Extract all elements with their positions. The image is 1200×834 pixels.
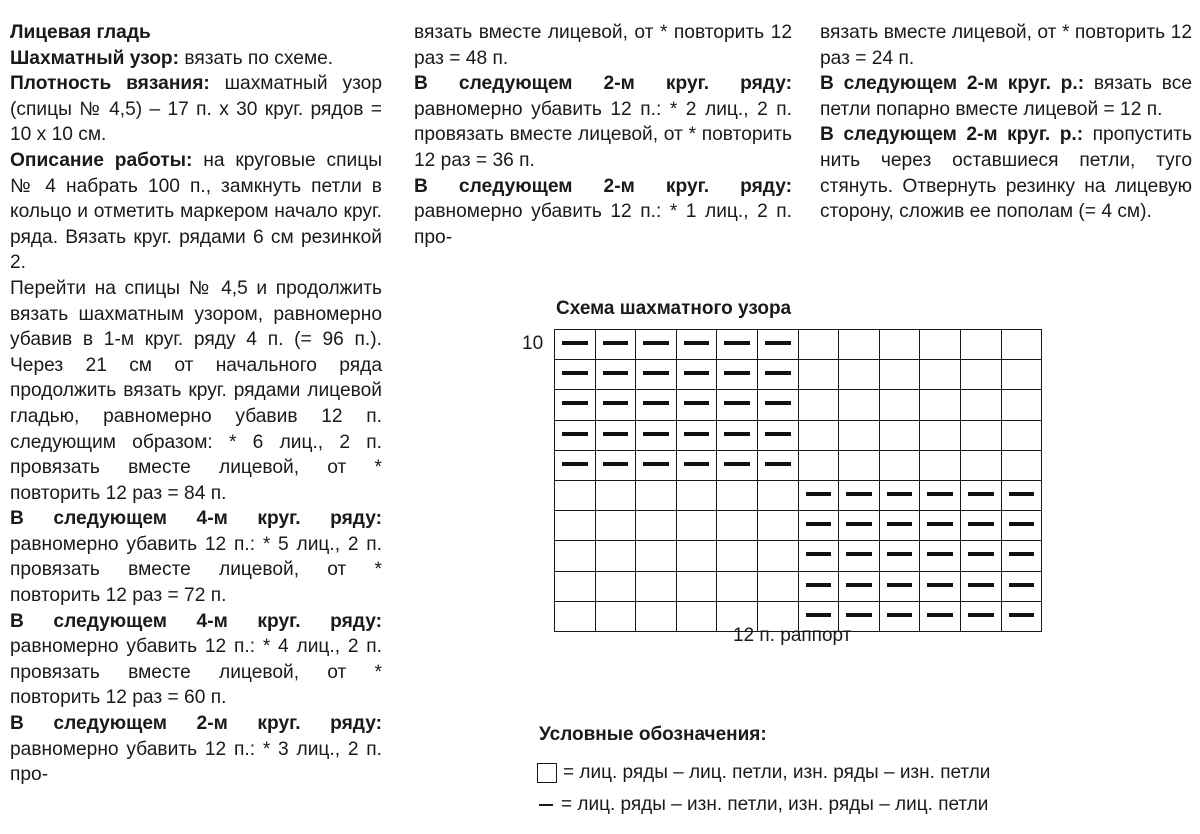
purl-dash-icon xyxy=(765,371,791,375)
purl-dash-icon xyxy=(968,583,994,587)
decrease-step-3-label: В следующем 2-м круг. ряду: xyxy=(10,713,382,735)
chart-cell xyxy=(716,571,758,602)
chart-cell xyxy=(960,359,1002,390)
purl-dash-icon xyxy=(562,462,588,466)
chart-cell xyxy=(960,480,1002,511)
chart-cell xyxy=(554,571,596,602)
decrease-step-2-label: В следующем 4-м круг. ряду: xyxy=(10,610,382,632)
dash-symbol-icon xyxy=(539,804,553,806)
purl-dash-icon xyxy=(806,583,831,587)
chart-cell xyxy=(960,420,1002,451)
chart-cell xyxy=(879,359,920,390)
pattern-paragraph xyxy=(10,46,382,72)
purl-dash-icon xyxy=(724,341,750,345)
chart-cell xyxy=(1001,510,1042,541)
chart-cell xyxy=(1001,420,1042,451)
chart-cell xyxy=(676,540,717,572)
chart-cell xyxy=(595,329,636,360)
column-3-continuation: вязать вместе лицевой, от * повторить 12 раз = 24 п. xyxy=(820,22,1192,69)
chart-cell xyxy=(595,359,636,390)
purl-dash-icon xyxy=(643,401,669,405)
chart-cell xyxy=(635,329,677,360)
chart-cell xyxy=(554,329,596,360)
purl-dash-icon xyxy=(1009,583,1034,587)
chart-cell xyxy=(757,329,799,360)
chart-cell xyxy=(554,480,596,511)
chart-cell xyxy=(960,540,1002,572)
purl-dash-icon xyxy=(806,522,831,526)
chart-caption: 12 п. раппорт xyxy=(733,625,852,646)
purl-dash-icon xyxy=(562,432,588,436)
chart-cell xyxy=(919,510,961,541)
purl-dash-icon xyxy=(603,462,628,466)
purl-dash-icon xyxy=(968,613,994,617)
decrease-step-1-label: В следующем 4-м круг. ряду: xyxy=(10,508,382,530)
column-2-continuation: вязать вместе лицевой, от * повторить 12 раз = 48 п. xyxy=(414,22,792,69)
decrease-step-2-text: равномерно убавить 12 п.: * 4 лиц., 2 п. провязать вместе лицевой, от * повторить 12 раз = 60 п. xyxy=(10,636,382,709)
empty-cell-symbol-icon xyxy=(537,763,557,783)
purl-dash-icon xyxy=(765,432,791,436)
chart-cell xyxy=(879,601,920,632)
chart-cell xyxy=(595,389,636,421)
purl-dash-icon xyxy=(765,462,791,466)
chart-cell xyxy=(595,540,636,572)
chart-cell xyxy=(919,450,961,481)
density-paragraph xyxy=(10,71,382,148)
pattern-text: вязать по схеме. xyxy=(179,47,334,69)
chart-cell xyxy=(595,480,636,511)
chart-cell xyxy=(960,601,1002,632)
purl-dash-icon xyxy=(806,492,831,496)
chart-cell xyxy=(595,450,636,481)
legend-item-purl xyxy=(537,794,988,816)
chart-cell xyxy=(676,420,717,451)
purl-dash-icon xyxy=(684,462,709,466)
chart-cell xyxy=(798,480,839,511)
chart-cell xyxy=(635,571,677,602)
legend-title: Условные обозначения: xyxy=(539,724,767,745)
chart-cell xyxy=(879,510,920,541)
chart-cell xyxy=(716,389,758,421)
purl-dash-icon xyxy=(643,341,669,345)
purl-dash-icon xyxy=(968,552,994,556)
chart-cell xyxy=(635,510,677,541)
chart-cell xyxy=(757,359,799,390)
chart-cell xyxy=(554,601,596,632)
chart-cell xyxy=(1001,450,1042,481)
chart-cell xyxy=(676,480,717,511)
chart-cell xyxy=(757,450,799,481)
chart-cell xyxy=(716,480,758,511)
chart-cell xyxy=(716,420,758,451)
chart-cell xyxy=(716,359,758,390)
purl-dash-icon xyxy=(724,432,750,436)
decrease-step-4 xyxy=(414,71,792,173)
decrease-step-6-text: вязать все петли попарно вместе лицевой = 12 п. xyxy=(820,73,1192,120)
purl-dash-icon xyxy=(562,401,588,405)
purl-dash-icon xyxy=(603,401,628,405)
chart-cell xyxy=(879,329,920,360)
chart-cell xyxy=(919,329,961,360)
purl-dash-icon xyxy=(846,492,872,496)
decrease-step-5 xyxy=(414,174,792,251)
chart-cell xyxy=(635,389,677,421)
description-paragraph xyxy=(10,148,382,276)
legend-item-knit-text: = лиц. ряды – лиц. петли, изн. ряды – изн. петли xyxy=(563,762,991,783)
chart-cell xyxy=(879,571,920,602)
purl-dash-icon xyxy=(562,371,588,375)
decrease-step-7-text: пропустить нить через оставшиеся петли, туго стянуть. Отвернуть резинку на лицевую сторону, сложив ее пополам (= 4 см). xyxy=(820,124,1192,223)
chart-cell xyxy=(757,540,799,572)
pattern-label: Шахматный узор: xyxy=(10,47,180,69)
purl-dash-icon xyxy=(603,432,628,436)
chart-cell xyxy=(919,389,961,421)
chart-cell xyxy=(838,420,880,451)
chart-cell xyxy=(716,450,758,481)
description-text: на круговые спицы № 4 набрать 100 п., замкнуть петли в кольцо и отметить маркером начало круг. ряда. Вязать круг. рядами 6 см резинкой 2. xyxy=(10,149,383,274)
purl-dash-icon xyxy=(887,552,912,556)
purl-dash-icon xyxy=(724,371,750,375)
purl-dash-icon xyxy=(684,371,709,375)
purl-dash-icon xyxy=(684,341,709,345)
chart-cell xyxy=(595,420,636,451)
chart-cell xyxy=(676,329,717,360)
chart-cell xyxy=(635,540,677,572)
decrease-step-1 xyxy=(10,506,382,608)
chart-cell xyxy=(554,450,596,481)
legend-item-purl-text: = лиц. ряды – изн. петли, изн. ряды – лиц. петли xyxy=(561,794,989,815)
chart-cell xyxy=(798,329,839,360)
chart-cell xyxy=(919,571,961,602)
chart-cell xyxy=(595,601,636,632)
chart-cell xyxy=(838,480,880,511)
chart-cell xyxy=(1001,540,1042,572)
chart-cell xyxy=(1001,571,1042,602)
chart-cell xyxy=(554,359,596,390)
chart-cell xyxy=(798,389,839,421)
decrease-step-2 xyxy=(10,609,382,711)
decrease-step-7-label: В следующем 2-м круг. р.: xyxy=(820,124,1084,146)
chart-title: Схема шахматного узора xyxy=(556,298,792,319)
purl-dash-icon xyxy=(887,492,912,496)
chart-cell xyxy=(757,480,799,511)
purl-dash-icon xyxy=(927,552,953,556)
purl-dash-icon xyxy=(1009,492,1034,496)
chart-cell xyxy=(798,540,839,572)
purl-dash-icon xyxy=(887,583,912,587)
decrease-step-5-label: В следующем 2-м круг. ряду: xyxy=(414,175,792,197)
purl-dash-icon xyxy=(806,552,831,556)
chart-row-label: 10 xyxy=(522,333,544,354)
chart-cell xyxy=(635,359,677,390)
purl-dash-icon xyxy=(603,371,628,375)
chart-cell xyxy=(716,510,758,541)
chart-cell xyxy=(919,480,961,511)
description-label: Описание работы: xyxy=(10,149,193,171)
decrease-step-5-text: равномерно убавить 12 п.: * 1 лиц., 2 п. про- xyxy=(414,201,792,248)
chart-cell xyxy=(919,540,961,572)
instructions-paragraph: Перейти на спицы № 4,5 и продолжить вязать шахматным узором, равномерно убавив в 1-м круг. ряду 4 п. (= 96 п.). Через 21 см от начального ряда продолжить вязать круг. рядами лицевой гладью, равномерно убавив 12 п. следующим образом: * 6 лиц., 2 п. провязать вместе лицевой, от * повторить 12 раз = 84 п. xyxy=(10,277,382,504)
chart-cell xyxy=(554,510,596,541)
purl-dash-icon xyxy=(846,583,872,587)
chart-cell xyxy=(879,450,920,481)
purl-dash-icon xyxy=(765,341,791,345)
chart-cell xyxy=(554,540,596,572)
chart-cell xyxy=(1001,601,1042,632)
chart-cell xyxy=(554,389,596,421)
purl-dash-icon xyxy=(887,613,912,617)
chart-cell xyxy=(1001,359,1042,390)
chart-cell xyxy=(798,359,839,390)
chart-cell xyxy=(838,389,880,421)
chart-cell xyxy=(798,450,839,481)
purl-dash-icon xyxy=(887,522,912,526)
chart-cell xyxy=(798,571,839,602)
chart-cell xyxy=(757,389,799,421)
chart-cell xyxy=(676,601,717,632)
density-label: Плотность вязания: xyxy=(10,73,210,95)
chart-cell xyxy=(676,450,717,481)
decrease-step-3-text: равномерно убавить 12 п.: * 3 лиц., 2 п. про- xyxy=(10,738,382,786)
chart-cell xyxy=(635,450,677,481)
chart-cell xyxy=(757,571,799,602)
decrease-step-6-label: В следующем 2-м круг. р.: xyxy=(820,73,1085,95)
chart-cell xyxy=(676,510,717,541)
chart-cell xyxy=(1001,480,1042,511)
chart-cell xyxy=(879,420,920,451)
chart-cell xyxy=(879,480,920,511)
purl-dash-icon xyxy=(684,432,709,436)
text-column-2 xyxy=(414,20,792,250)
chart-cell xyxy=(960,571,1002,602)
purl-dash-icon xyxy=(1009,613,1034,617)
chart-cell xyxy=(960,389,1002,421)
chart-cell xyxy=(798,510,839,541)
chart-cell xyxy=(798,420,839,451)
purl-dash-icon xyxy=(927,522,953,526)
section-title: Лицевая гладь xyxy=(10,22,151,43)
chart-cell xyxy=(595,571,636,602)
text-column-1 xyxy=(10,20,382,788)
purl-dash-icon xyxy=(724,401,750,405)
chart-cell xyxy=(838,359,880,390)
purl-dash-icon xyxy=(1009,552,1034,556)
purl-dash-icon xyxy=(846,522,872,526)
chart-cell xyxy=(879,389,920,421)
purl-dash-icon xyxy=(643,462,669,466)
purl-dash-icon xyxy=(927,492,953,496)
purl-dash-icon xyxy=(927,613,953,617)
chart-cell xyxy=(919,359,961,390)
decrease-step-1-text: равномерно убавить 12 п.: * 5 лиц., 2 п. провязать вместе лицевой, от * повторить 12 раз = 72 п. xyxy=(10,533,382,607)
purl-dash-icon xyxy=(724,462,750,466)
decrease-step-4-label: В следующем 2-м круг. ряду: xyxy=(414,73,792,95)
chart-cell xyxy=(635,480,677,511)
purl-dash-icon xyxy=(927,583,953,587)
purl-dash-icon xyxy=(968,522,994,526)
checkerboard-chart-grid xyxy=(554,329,1041,631)
chart-cell xyxy=(838,450,880,481)
decrease-step-4-text: равномерно убавить 12 п.: * 2 лиц., 2 п. провязать вместе лицевой, от * повторить 12 раз = 36 п. xyxy=(414,98,792,171)
chart-cell xyxy=(879,540,920,572)
decrease-step-7 xyxy=(820,122,1192,224)
purl-dash-icon xyxy=(846,613,872,617)
chart-cell xyxy=(676,359,717,390)
purl-dash-icon xyxy=(968,492,994,496)
chart-cell xyxy=(838,329,880,360)
chart-cell xyxy=(716,329,758,360)
chart-cell xyxy=(635,420,677,451)
chart-cell xyxy=(960,450,1002,481)
chart-cell xyxy=(838,540,880,572)
chart-cell xyxy=(595,510,636,541)
chart-cell xyxy=(757,420,799,451)
chart-cell xyxy=(635,601,677,632)
chart-cell xyxy=(919,601,961,632)
text-column-3 xyxy=(820,20,1192,225)
chart-cell xyxy=(838,510,880,541)
purl-dash-icon xyxy=(684,401,709,405)
purl-dash-icon xyxy=(806,613,831,617)
density-text: шахматный узор (спицы № 4,5) – 17 п. х 30 круг. рядов = 10 х 10 см. xyxy=(10,73,382,146)
purl-dash-icon xyxy=(603,341,628,345)
purl-dash-icon xyxy=(562,341,588,345)
chart-cell xyxy=(838,571,880,602)
purl-dash-icon xyxy=(643,371,669,375)
chart-cell xyxy=(676,571,717,602)
legend-item-knit xyxy=(537,762,990,784)
purl-dash-icon xyxy=(1009,522,1034,526)
chart-cell xyxy=(960,510,1002,541)
purl-dash-icon xyxy=(643,432,669,436)
decrease-step-6 xyxy=(820,71,1192,122)
chart-cell xyxy=(676,389,717,421)
chart-cell xyxy=(960,329,1002,360)
chart-cell xyxy=(1001,389,1042,421)
purl-dash-icon xyxy=(765,401,791,405)
chart-cell xyxy=(757,510,799,541)
chart-cell xyxy=(716,540,758,572)
decrease-step-3 xyxy=(10,711,382,788)
chart-cell xyxy=(554,420,596,451)
chart-cell xyxy=(1001,329,1042,360)
purl-dash-icon xyxy=(846,552,872,556)
chart-cell xyxy=(919,420,961,451)
